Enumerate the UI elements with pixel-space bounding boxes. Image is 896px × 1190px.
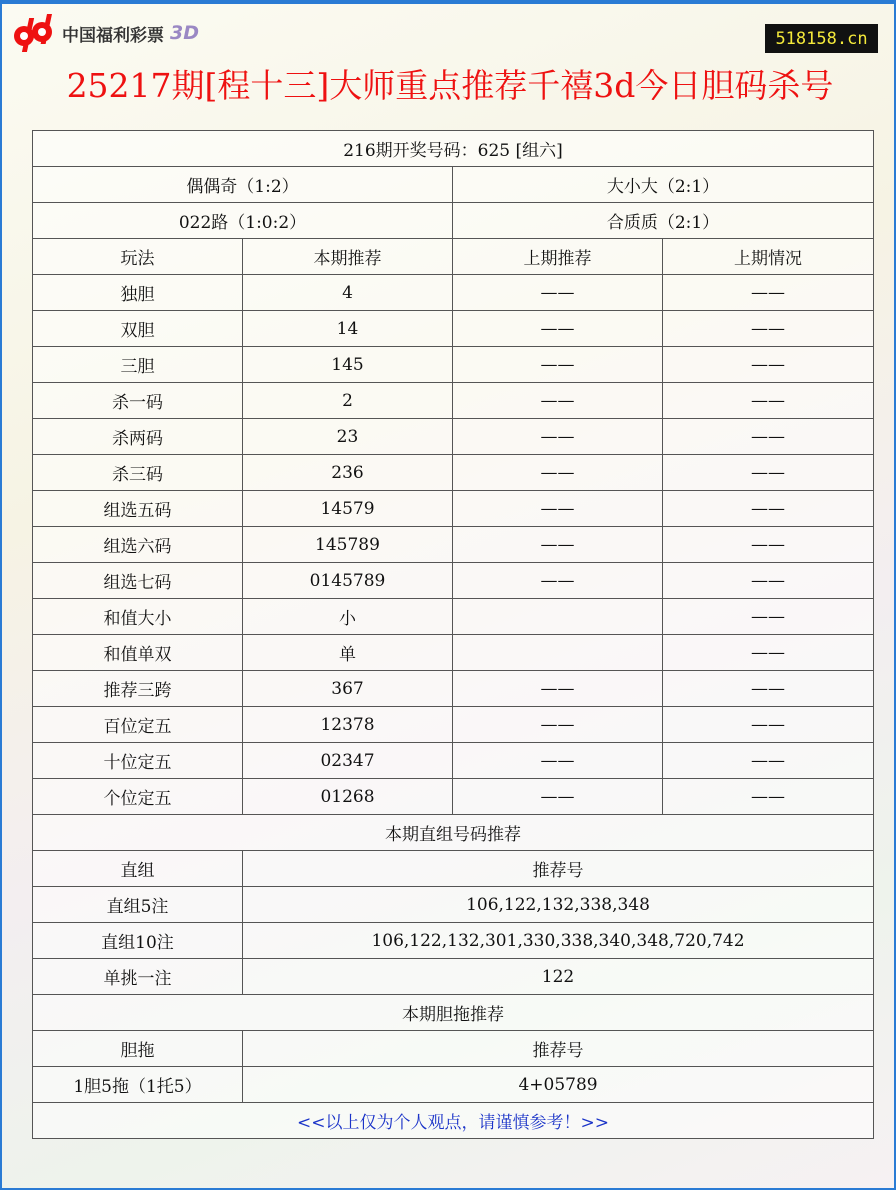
table-cell: ——: [663, 527, 874, 563]
table-row: [33, 311, 874, 347]
table-cell: 上期推荐: [453, 239, 663, 275]
table-cell: 106,122,132,301,330,338,340,348,720,742: [243, 923, 874, 959]
table-cell: 02347: [243, 743, 453, 779]
table-cell: 145: [243, 347, 453, 383]
table-cell: 236: [243, 455, 453, 491]
table-cell: 大小大（2:1）: [453, 167, 874, 203]
table-cell: 12378: [243, 707, 453, 743]
table-cell: ——: [453, 383, 663, 419]
table-row: [33, 707, 874, 743]
header-row: [33, 851, 874, 887]
table-cell: ——: [453, 527, 663, 563]
table-cell: 本期直组号码推荐: [33, 815, 874, 851]
table-cell: [453, 599, 663, 635]
table-cell: 23: [243, 419, 453, 455]
site-badge[interactable]: 518158.cn: [765, 24, 878, 53]
table-cell: 01268: [243, 779, 453, 815]
table-cell: 组选六码: [33, 527, 243, 563]
table-cell: ——: [663, 635, 874, 671]
table-cell: ——: [663, 455, 874, 491]
table-cell: ——: [453, 419, 663, 455]
table-cell: ——: [663, 743, 874, 779]
table-row: [33, 419, 874, 455]
table-row: [33, 599, 874, 635]
table-cell: 百位定五: [33, 707, 243, 743]
table-cell: 十位定五: [33, 743, 243, 779]
table-cell: 杀一码: [33, 383, 243, 419]
table-cell: 上期情况: [663, 239, 874, 275]
table-cell: ——: [663, 491, 874, 527]
table-cell: ——: [453, 743, 663, 779]
table-cell: 367: [243, 671, 453, 707]
table-cell: <<以上仅为个人观点，请谨慎参考！>>: [33, 1103, 874, 1139]
table-cell: ——: [663, 563, 874, 599]
table-row: [33, 743, 874, 779]
table-cell: ——: [453, 275, 663, 311]
table-cell: 组选七码: [33, 563, 243, 599]
table-cell: 022路（1:0:2）: [33, 203, 453, 239]
table-cell: 直组: [33, 851, 243, 887]
logo-text: 中国福利彩票: [62, 25, 164, 46]
table-row: [33, 959, 874, 995]
table-cell: 合质质（2:1）: [453, 203, 874, 239]
table-cell: 0145789: [243, 563, 453, 599]
table-cell: 1胆5拖（1托5）: [33, 1067, 243, 1103]
table-cell: ——: [453, 491, 663, 527]
table-cell: ——: [663, 419, 874, 455]
table-cell: ——: [453, 563, 663, 599]
table-cell: 单挑一注: [33, 959, 243, 995]
table-cell: ——: [663, 779, 874, 815]
disclaimer-row: [33, 1103, 874, 1139]
table-cell: 杀两码: [33, 419, 243, 455]
table-cell: 和值单双: [33, 635, 243, 671]
table-row: [33, 455, 874, 491]
draw-result-row: [33, 131, 874, 167]
table-cell: 个位定五: [33, 779, 243, 815]
table-cell: 216期开奖号码：625 [组六]: [33, 131, 874, 167]
table-cell: 14579: [243, 491, 453, 527]
table-cell: ——: [663, 311, 874, 347]
table-cell: ——: [663, 707, 874, 743]
table-cell: ——: [663, 347, 874, 383]
table-cell: 直组10注: [33, 923, 243, 959]
table-cell: 玩法: [33, 239, 243, 275]
table-cell: ——: [453, 707, 663, 743]
stats-row: [33, 203, 874, 239]
lottery-logo-icon: [12, 14, 56, 52]
table-cell: 2: [243, 383, 453, 419]
table-cell: 4: [243, 275, 453, 311]
table-cell: 4+05789: [243, 1067, 874, 1103]
table-row: [33, 779, 874, 815]
table-cell: 本期胆拖推荐: [33, 995, 874, 1031]
page-title: 25217期[程十三]大师重点推荐千禧3d今日胆码杀号: [66, 66, 834, 105]
table-cell: 推荐号: [243, 851, 874, 887]
section-title-row: [33, 815, 874, 851]
table-row: [33, 1067, 874, 1103]
table-cell: 106,122,132,338,348: [243, 887, 874, 923]
table-row: [33, 887, 874, 923]
table-cell: 双胆: [33, 311, 243, 347]
table-cell: [453, 635, 663, 671]
stats-row: [33, 167, 874, 203]
table-cell: 小: [243, 599, 453, 635]
table-cell: ——: [663, 599, 874, 635]
table-cell: 杀三码: [33, 455, 243, 491]
table-row: [33, 527, 874, 563]
section-title-row: [33, 995, 874, 1031]
table-cell: 三胆: [33, 347, 243, 383]
recommendation-table: [32, 130, 874, 1139]
table-cell: 145789: [243, 527, 453, 563]
table-row: [33, 635, 874, 671]
table-cell: ——: [663, 383, 874, 419]
table-cell: 14: [243, 311, 453, 347]
table-cell: 组选五码: [33, 491, 243, 527]
logo-3d: 3D: [170, 22, 199, 44]
table-cell: 偶偶奇（1:2）: [33, 167, 453, 203]
table-cell: 本期推荐: [243, 239, 453, 275]
table-row: [33, 563, 874, 599]
table-cell: ——: [663, 671, 874, 707]
table-row: [33, 347, 874, 383]
table-cell: 和值大小: [33, 599, 243, 635]
table-cell: ——: [453, 311, 663, 347]
table-cell: ——: [453, 671, 663, 707]
table-cell: 122: [243, 959, 874, 995]
table-cell: 直组5注: [33, 887, 243, 923]
table-row: [33, 383, 874, 419]
table-row: [33, 491, 874, 527]
table-row: [33, 275, 874, 311]
table-cell: ——: [453, 779, 663, 815]
table-cell: 独胆: [33, 275, 243, 311]
table-cell: 胆拖: [33, 1031, 243, 1067]
table-row: [33, 923, 874, 959]
table-cell: 推荐号: [243, 1031, 874, 1067]
table-cell: ——: [663, 275, 874, 311]
table-row: [33, 671, 874, 707]
table-cell: 单: [243, 635, 453, 671]
table-cell: 推荐三跨: [33, 671, 243, 707]
lottery-logo: [12, 14, 199, 52]
table-cell: ——: [453, 347, 663, 383]
header-row: [33, 239, 874, 275]
header-row: [33, 1031, 874, 1067]
table-cell: ——: [453, 455, 663, 491]
